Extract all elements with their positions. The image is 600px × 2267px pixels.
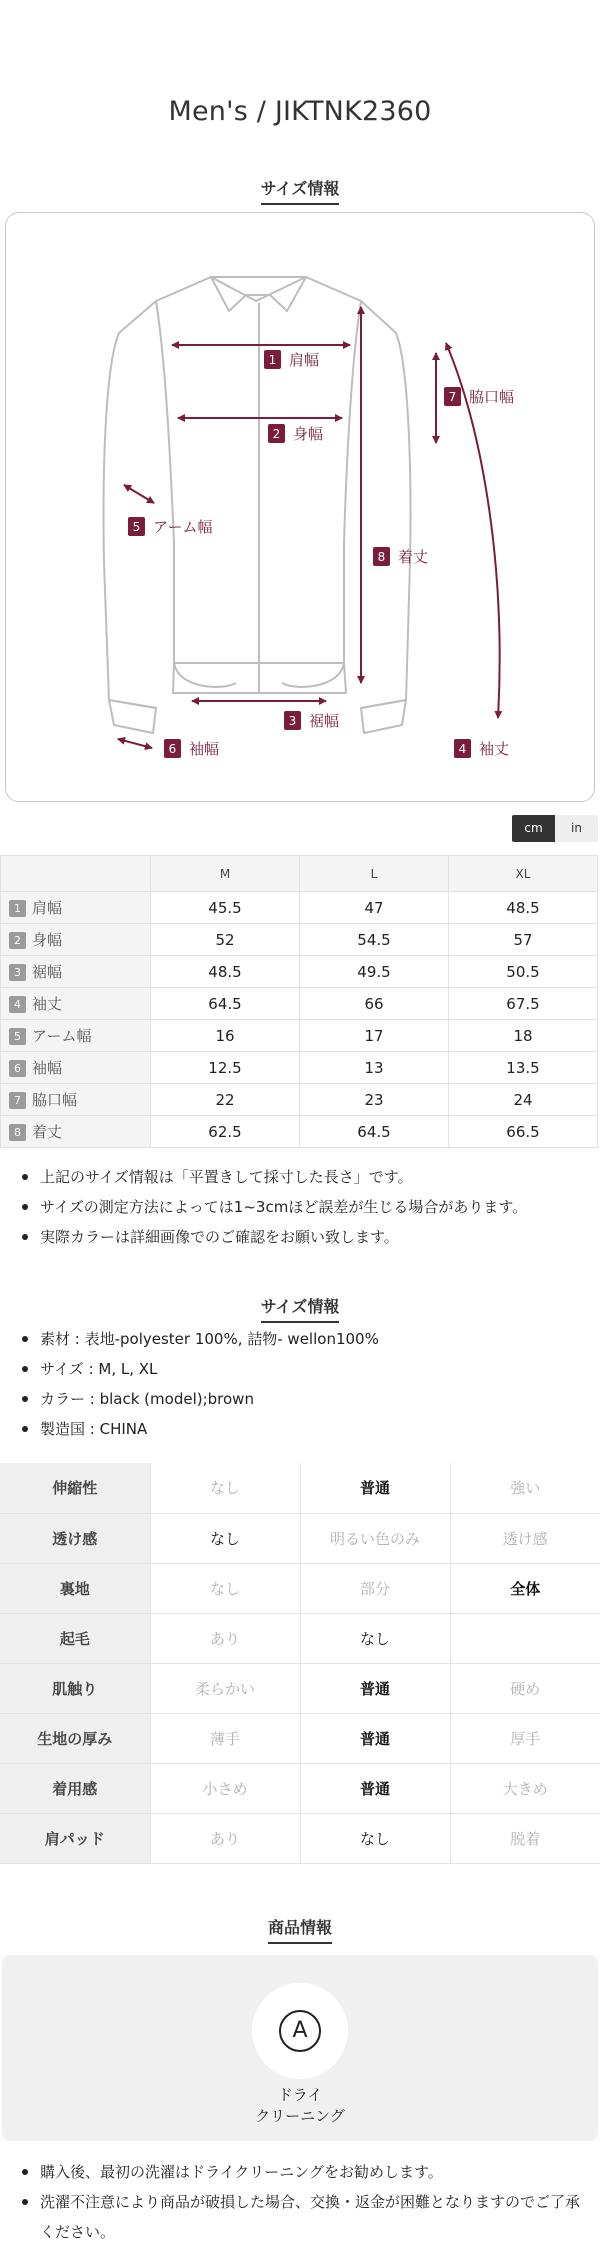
attribute-option: 大きめ xyxy=(450,1763,600,1813)
table-row xyxy=(1,1116,598,1148)
size-value: 24 xyxy=(449,1084,598,1116)
attribute-name: 起毛 xyxy=(0,1613,150,1663)
list-item: サイズの測定方法によっては1~3cmほど誤差が生じる場合があります。 xyxy=(18,1192,588,1222)
attribute-name: 伸縮性 xyxy=(0,1463,150,1513)
attribute-option: なし xyxy=(150,1463,300,1513)
row-label: 3 裾幅 xyxy=(1,956,151,988)
table-row xyxy=(0,1713,600,1763)
size-value: 62.5 xyxy=(151,1116,300,1148)
attribute-option: あり xyxy=(150,1613,300,1663)
page-title: Men's / JIKTNK2360 xyxy=(168,96,432,127)
table-row xyxy=(1,892,598,924)
attribute-option: 明るい色のみ xyxy=(300,1513,450,1563)
table-row xyxy=(0,1663,600,1713)
row-number-badge: 3 xyxy=(9,964,26,981)
list-item: 上記のサイズ情報は「平置きして採寸した長さ」です。 xyxy=(18,1162,588,1192)
size-header-l: L xyxy=(300,856,449,892)
list-item: サイズ : M, L, XL xyxy=(18,1354,588,1384)
size-notes-list xyxy=(18,1162,588,1252)
attribute-name: 着用感 xyxy=(0,1763,150,1813)
label-4 xyxy=(454,739,509,758)
spec-list xyxy=(18,1324,588,1444)
size-value: 48.5 xyxy=(151,956,300,988)
size-table xyxy=(0,855,598,1148)
attribute-option: 普通 xyxy=(300,1463,450,1513)
attribute-option: 強い xyxy=(450,1463,600,1513)
row-label: 7 脇口幅 xyxy=(1,1084,151,1116)
size-value: 13.5 xyxy=(449,1052,598,1084)
attribute-option: 小さめ xyxy=(150,1763,300,1813)
measurement-labels xyxy=(128,350,514,758)
table-row xyxy=(0,1813,600,1863)
svg-text:脇口幅: 脇口幅 xyxy=(469,388,515,406)
care-instructions xyxy=(2,1955,598,2141)
row-label: 2 身幅 xyxy=(1,924,151,956)
attribute-option: 普通 xyxy=(300,1663,450,1713)
table-row xyxy=(0,1613,600,1663)
unit-cm-button[interactable]: cm xyxy=(512,815,555,842)
label-8 xyxy=(373,547,428,566)
table-row xyxy=(1,924,598,956)
row-number-badge: 8 xyxy=(9,1124,26,1141)
attribute-name: 生地の厚み xyxy=(0,1713,150,1763)
fabric-attributes-table xyxy=(0,1463,600,1864)
size-value: 47 xyxy=(300,892,449,924)
size-value: 18 xyxy=(449,1020,598,1052)
svg-text:7: 7 xyxy=(448,390,457,404)
svg-text:5: 5 xyxy=(132,520,141,534)
row-number-badge: 7 xyxy=(9,1092,26,1109)
section-heading-product-info: 商品情報 xyxy=(0,1915,600,1944)
list-item: 洗濯不注意により商品が破損した場合、交換・返金が困難となりますのでご了承ください。 xyxy=(18,2187,588,2247)
size-value: 52 xyxy=(151,924,300,956)
care-label: ドライ クリーニング xyxy=(255,2086,345,2125)
attribute-option: なし xyxy=(300,1613,450,1663)
attribute-option: 厚手 xyxy=(450,1713,600,1763)
svg-text:6: 6 xyxy=(168,742,177,756)
attribute-option: なし xyxy=(150,1563,300,1613)
list-item: 素材 : 表地-polyester 100%, 詰物- wellon100% xyxy=(18,1324,588,1354)
svg-text:着丈: 着丈 xyxy=(398,548,429,566)
table-row xyxy=(1,1084,598,1116)
label-1 xyxy=(264,350,319,369)
attribute-option: あり xyxy=(150,1813,300,1863)
row-label: 4 袖丈 xyxy=(1,988,151,1020)
size-table-header-row xyxy=(1,856,598,892)
attribute-option: 薄手 xyxy=(150,1713,300,1763)
table-row xyxy=(0,1763,600,1813)
size-value: 66.5 xyxy=(449,1116,598,1148)
list-item: 製造国 : CHINA xyxy=(18,1414,588,1444)
row-number-badge: 1 xyxy=(9,900,26,917)
svg-text:2: 2 xyxy=(272,427,281,441)
attribute-option: なし xyxy=(300,1813,450,1863)
row-label: 1 肩幅 xyxy=(1,892,151,924)
row-label: 5 アーム幅 xyxy=(1,1020,151,1052)
list-item: 実際カラーは詳細画像でのご確認をお願い致します。 xyxy=(18,1222,588,1252)
size-value: 66 xyxy=(300,988,449,1020)
care-icon-circle xyxy=(252,1983,348,2079)
jacket-illustration xyxy=(6,213,595,802)
unit-in-button[interactable]: in xyxy=(555,815,598,842)
attribute-name: 肩パッド xyxy=(0,1813,150,1863)
table-row xyxy=(1,1020,598,1052)
size-value: 13 xyxy=(300,1052,449,1084)
attribute-option: 脱着 xyxy=(450,1813,600,1863)
attribute-option: 普通 xyxy=(300,1763,450,1813)
attribute-option: なし xyxy=(150,1513,300,1563)
svg-text:3: 3 xyxy=(288,714,297,728)
row-number-badge: 4 xyxy=(9,996,26,1013)
size-value: 67.5 xyxy=(449,988,598,1020)
section-heading-size-info-2: サイズ情報 xyxy=(0,1294,600,1323)
attribute-option: 硬め xyxy=(450,1663,600,1713)
size-value: 64.5 xyxy=(151,988,300,1020)
table-row xyxy=(1,988,598,1020)
svg-text:袖幅: 袖幅 xyxy=(189,740,220,758)
svg-text:身幅: 身幅 xyxy=(293,425,324,443)
attribute-option: 普通 xyxy=(300,1713,450,1763)
label-3 xyxy=(284,711,339,730)
row-number-badge: 6 xyxy=(9,1060,26,1077)
table-row xyxy=(0,1463,600,1513)
row-number-badge: 2 xyxy=(9,932,26,949)
size-value: 64.5 xyxy=(300,1116,449,1148)
size-value: 48.5 xyxy=(449,892,598,924)
size-value: 54.5 xyxy=(300,924,449,956)
size-value: 16 xyxy=(151,1020,300,1052)
attribute-option xyxy=(450,1613,600,1663)
table-row xyxy=(0,1563,600,1613)
svg-text:1: 1 xyxy=(268,353,277,367)
attribute-name: 裏地 xyxy=(0,1563,150,1613)
section-heading-size-info: サイズ情報 xyxy=(0,176,600,205)
care-notes-list xyxy=(18,2157,588,2247)
svg-text:裾幅: 裾幅 xyxy=(309,712,340,730)
size-table-corner xyxy=(1,856,151,892)
svg-text:8: 8 xyxy=(377,550,386,564)
size-value: 23 xyxy=(300,1084,449,1116)
size-value: 17 xyxy=(300,1020,449,1052)
list-item: 購入後、最初の洗濯はドライクリーニングをお勧めします。 xyxy=(18,2157,588,2187)
attribute-name: 肌触り xyxy=(0,1663,150,1713)
size-header-m: M xyxy=(151,856,300,892)
label-2 xyxy=(268,424,323,443)
label-7 xyxy=(444,387,514,406)
size-value: 57 xyxy=(449,924,598,956)
table-row xyxy=(1,1052,598,1084)
attribute-option: 全体 xyxy=(450,1563,600,1613)
attribute-option: 柔らかい xyxy=(150,1663,300,1713)
svg-text:肩幅: 肩幅 xyxy=(289,351,320,369)
svg-text:4: 4 xyxy=(458,742,467,756)
attribute-option: 透け感 xyxy=(450,1513,600,1563)
attribute-name: 透け感 xyxy=(0,1513,150,1563)
size-value: 49.5 xyxy=(300,956,449,988)
dry-clean-icon: A xyxy=(279,2010,321,2052)
row-number-badge: 5 xyxy=(9,1028,26,1045)
svg-text:袖丈: 袖丈 xyxy=(479,740,510,758)
unit-toggle xyxy=(512,815,598,842)
size-value: 12.5 xyxy=(151,1052,300,1084)
label-6 xyxy=(164,739,219,758)
size-header-xl: XL xyxy=(449,856,598,892)
row-label: 6 袖幅 xyxy=(1,1052,151,1084)
svg-text:アーム幅: アーム幅 xyxy=(153,518,213,536)
list-item: カラー : black (model);brown xyxy=(18,1384,588,1414)
attribute-option: 部分 xyxy=(300,1563,450,1613)
table-row xyxy=(1,956,598,988)
row-label: 8 着丈 xyxy=(1,1116,151,1148)
label-5 xyxy=(128,517,213,536)
measurement-diagram xyxy=(5,212,595,802)
size-value: 22 xyxy=(151,1084,300,1116)
table-row xyxy=(0,1513,600,1563)
size-value: 50.5 xyxy=(449,956,598,988)
size-value: 45.5 xyxy=(151,892,300,924)
